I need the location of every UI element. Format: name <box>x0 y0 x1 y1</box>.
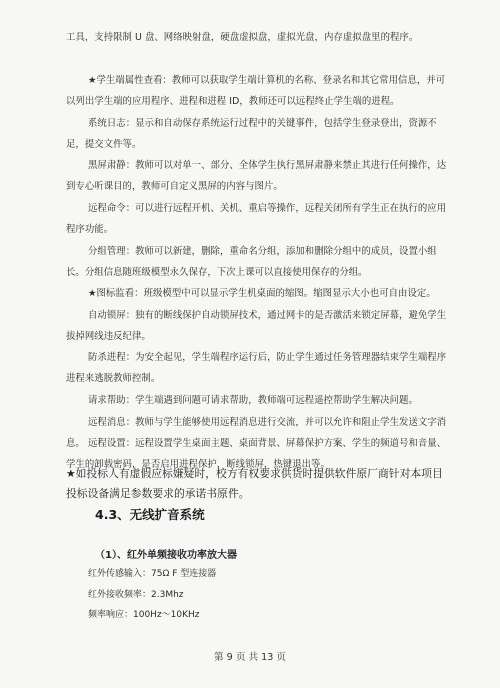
paragraph-request-help: 请求帮助：学生端遇到问题可请求帮助，教师端可远程遥控帮助学生解决问题。 <box>88 395 418 406</box>
page-footer: 第 9 页 共 13 页 <box>214 652 286 663</box>
paragraph-remote-command: 远程命令：可以进行远程开机、关机、重启等操作，远程关闭所有学生正在执行的应用程序功能。 <box>66 203 447 235</box>
subsection-title: （1）、红外单频接收功率放大器 <box>95 550 237 561</box>
paragraph-icon-monitor: ★图标监看：班级模型中可以显示学生机桌面的缩图。缩图显示大小也可自由设定。 <box>88 288 436 299</box>
paragraph-black-screen: 黑屏肃静：教师可以对单一、部分、全体学生执行黑屏肃静来禁止其进行任何操作，达到专心听课目的，教师可自定义黑屏的内容与图片。 <box>66 160 447 192</box>
spec-frequency-response: 频率响应：100Hz～10KHz <box>88 610 200 620</box>
paragraph-system-log: 系统日志：显示和自动保存系统运行过程中的关键事件，包括学生登录登出，资源不足，提交文件等。 <box>66 118 437 150</box>
spec-ir-frequency: 红外接收频率：2.3Mhz <box>88 590 184 600</box>
paragraph-student-properties: ★学生端属性查看：教师可以获取学生端计算机的名称、登录名和其它常用信息，并可以列出学生端的应用程序、进程和进程 ID，教师还可以远程终止学生端的进程。 <box>66 75 446 107</box>
paragraph-usb-restriction: 工具，支持限制 U 盘、网络映射盘，硬盘虚拟盘，虚拟光盘，内存虚拟盘里的程序。 <box>66 32 419 43</box>
bid-notice: ★如投标人有虚假应标嫌疑时，校方有权要求供货时提供软件原厂商针对本项目投标设备满足参数要求的承诺书原件。 <box>66 467 443 500</box>
paragraph-auto-lock: 自动锁屏：独有的断线保护自动锁屏技术，通过网卡的是否激活来锁定屏幕，避免学生拔掉网线违反纪律。 <box>66 310 447 342</box>
paragraph-anti-kill: 防杀进程：为安全起见，学生端程序运行后，防止学生通过任务管理器结束学生端程序进程来逃脱教师控制。 <box>66 352 447 384</box>
section-title: 4.3、无线扩音系统 <box>95 507 205 522</box>
paragraph-remote-settings: 远程设置：远程设置学生桌面主题、桌面背景、屏幕保护方案、学生的频道号和音量、学生的卸载密码，是否启用进程保护，断线锁屏，热键退出等。 <box>66 438 447 470</box>
spec-ir-input: 红外传感输入：75Ω F 型连接器 <box>88 569 217 579</box>
paragraph-remote-message: 远程消息：教师与学生能够使用远程消息进行交流，并可以允许和阻止学生发送文字消息。 <box>66 417 447 449</box>
paragraph-group-management: 分组管理：教师可以新建，删除，重命名分组，添加和删除分组中的成员，设置小组长。分组信息随班级模型永久保存，下次上课可以直接使用保存的分组。 <box>66 246 437 278</box>
